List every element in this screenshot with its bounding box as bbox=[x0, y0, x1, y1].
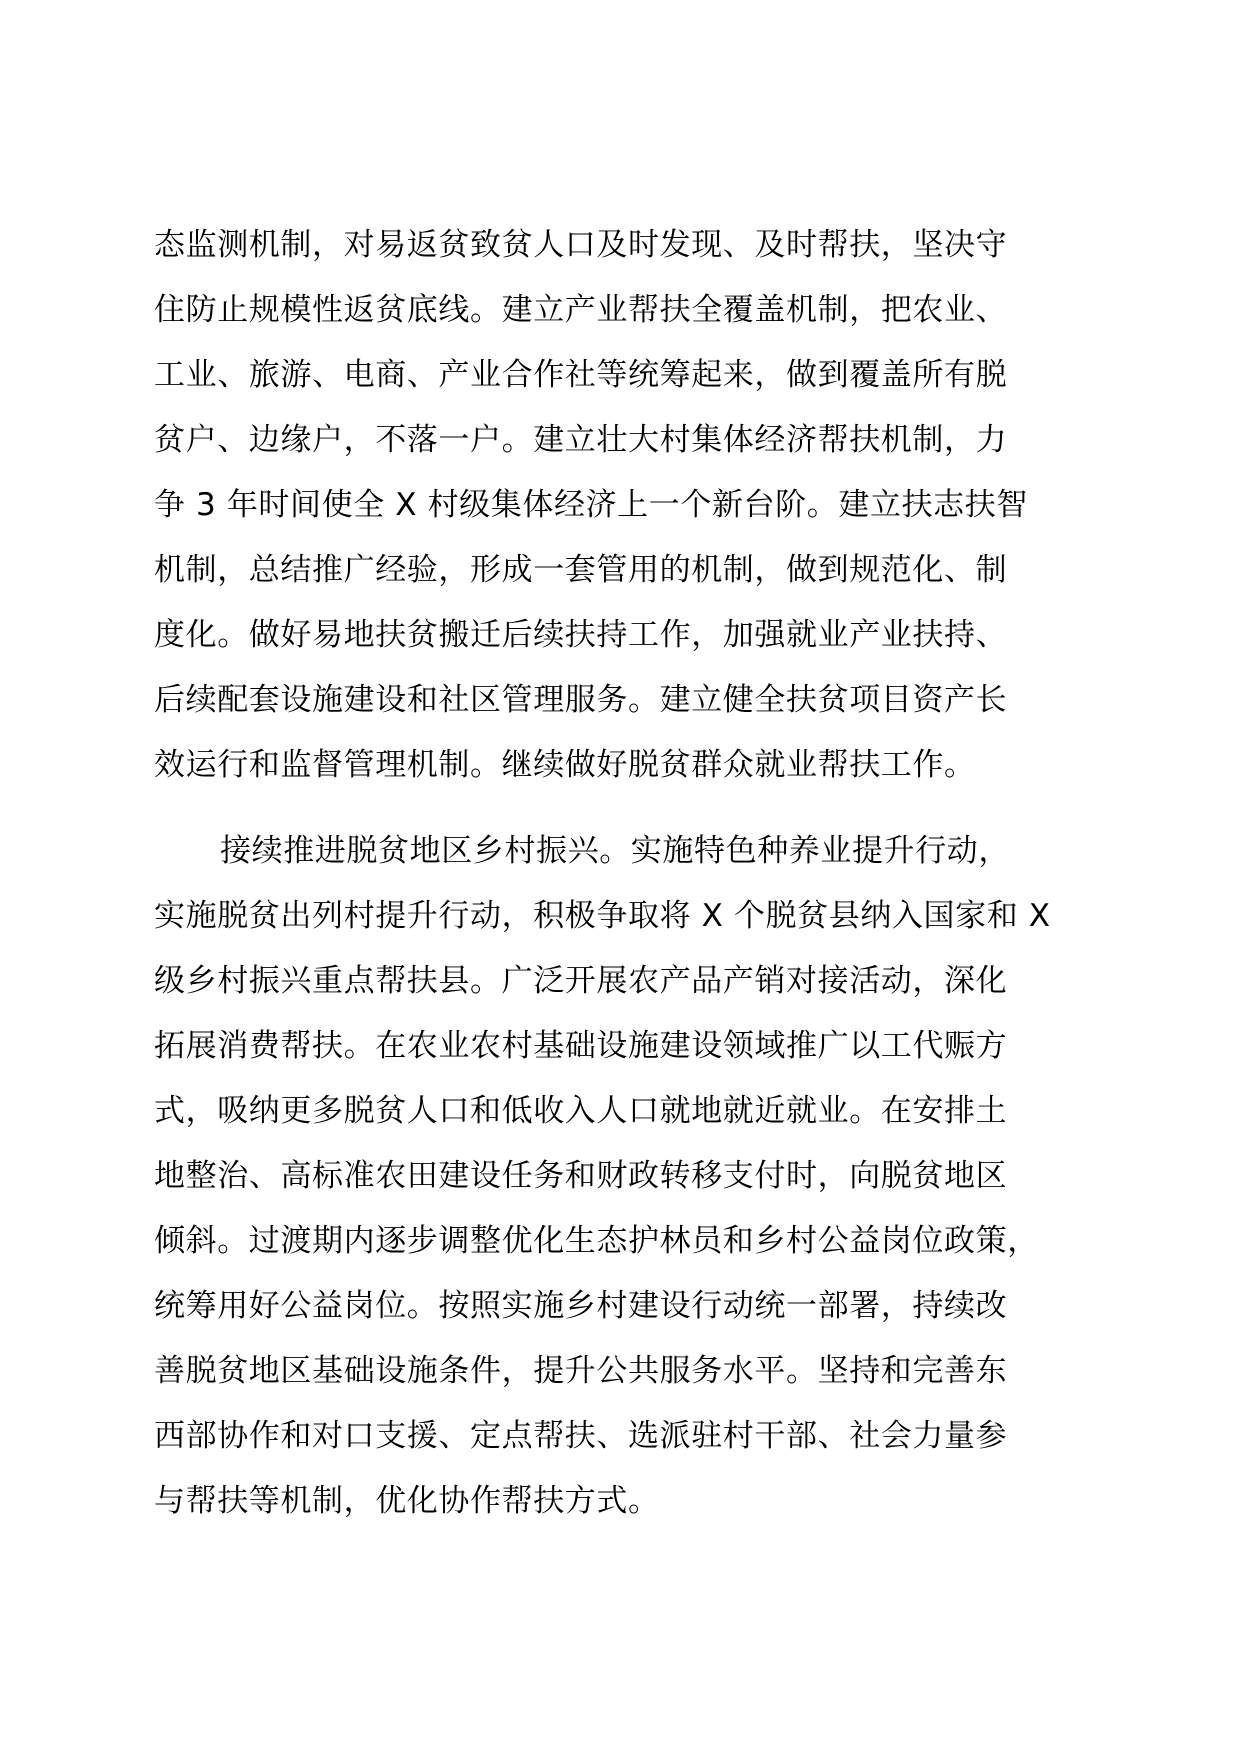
text-line: 善脱贫地区基础设施条件，提升公共服务水平。坚持和完善东 bbox=[154, 1353, 1008, 1389]
text-line: 工业、旅游、电商、产业合作社等统筹起来，做到覆盖所有脱 bbox=[154, 357, 1008, 393]
text-line: 效运行和监督管理机制。继续做好脱贫群众就业帮扶工作。 bbox=[154, 747, 976, 783]
text-line: 式，吸纳更多脱贫人口和低收入人口就地就近就业。在安排土 bbox=[154, 1093, 1008, 1129]
text-line: 住防止规模性返贫底线。建立产业帮扶全覆盖机制，把农业、 bbox=[154, 292, 1008, 328]
text-line: 实施脱贫出列村提升行动，积极争取将 X 个脱贫县纳入国家和 X bbox=[154, 898, 1051, 934]
paragraph-2 bbox=[154, 819, 1089, 1534]
text-line: 度化。做好易地扶贫搬迁后续扶持工作，加强就业产业扶持、 bbox=[154, 617, 1008, 653]
text-line: 倾斜。过渡期内逐步调整优化生态护林员和乡村公益岗位政策， bbox=[154, 1223, 1039, 1259]
text-line: 西部协作和对口支援、定点帮扶、选派驻村干部、社会力量参 bbox=[154, 1418, 1008, 1454]
text-line: 机制，总结推广经验，形成一套管用的机制，做到规范化、制 bbox=[154, 552, 1008, 588]
text-line: 贫户、边缘户，不落一户。建立壮大村集体经济帮扶机制，力 bbox=[154, 422, 1008, 458]
text-line: 拓展消费帮扶。在农业农村基础设施建设领域推广以工代赈方 bbox=[154, 1028, 1008, 1064]
paragraph-1 bbox=[154, 213, 1089, 798]
text-line: 接续推进脱贫地区乡村振兴。实施特色种养业提升行动， bbox=[220, 833, 1010, 869]
text-line: 级乡村振兴重点帮扶县。广泛开展农产品产销对接活动，深化 bbox=[154, 963, 1008, 999]
text-line: 态监测机制，对易返贫致贫人口及时发现、及时帮扶，坚决守 bbox=[154, 227, 1008, 263]
document-body bbox=[154, 213, 1089, 1534]
text-line: 地整治、高标准农田建设任务和财政转移支付时，向脱贫地区 bbox=[154, 1158, 1008, 1194]
text-line: 统筹用好公益岗位。按照实施乡村建设行动统一部署，持续改 bbox=[154, 1288, 1008, 1324]
text-line: 后续配套设施建设和社区管理服务。建立健全扶贫项目资产长 bbox=[154, 682, 1008, 718]
text-line: 争 3 年时间使全 X 村级集体经济上一个新台阶。建立扶志扶智 bbox=[154, 487, 1028, 523]
text-line: 与帮扶等机制，优化协作帮扶方式。 bbox=[154, 1483, 660, 1519]
